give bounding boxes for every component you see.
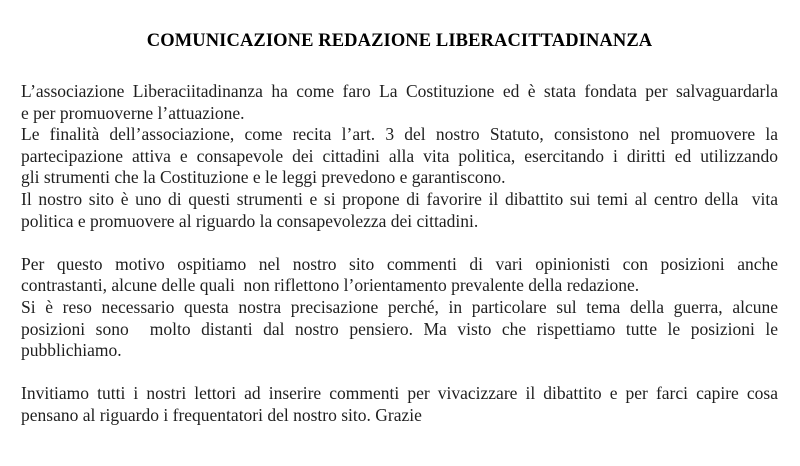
text-line: partecipazione attiva e consapevole dei cittadini alla vita politica, esercitando i diritti ed utilizzando bbox=[21, 145, 778, 166]
text-line: pubblichiamo. bbox=[21, 340, 122, 361]
paragraph bbox=[21, 383, 778, 426]
text-line: Le finalità dell’associazione, come recita l’art. 3 del nostro Statuto, consistono nel promuovere la bbox=[21, 124, 778, 145]
text-line: L’associazione Liberaciitadinanza ha come faro La Costituzione ed è stata fondata per salvaguardarla bbox=[21, 81, 778, 101]
paragraph bbox=[21, 81, 778, 124]
text-line: gli strumenti che la Costituzione e le leggi prevedono e garantiscono. bbox=[21, 167, 506, 188]
paragraph bbox=[21, 124, 778, 189]
paragraph bbox=[21, 297, 778, 362]
document-title: COMUNICAZIONE REDAZIONE LIBERACITTADINANZA bbox=[146, 31, 653, 51]
text-line: Per questo motivo ospitiamo nel nostro sito commenti di vari opinionisti con posizioni anche bbox=[21, 253, 778, 274]
text-line: politica e promuovere al riguardo la consapevolezza dei cittadini. bbox=[21, 210, 479, 231]
text-line: pensano al riguardo i frequentatori del nostro sito. Grazie bbox=[21, 404, 422, 425]
paragraph bbox=[21, 254, 778, 297]
blank-line bbox=[21, 362, 778, 384]
text-line: Il nostro sito è uno di questi strumenti e si propone di favorire il dibattito sui temi al centro della vita bbox=[21, 188, 778, 209]
paragraph bbox=[21, 189, 778, 232]
text-line: Si è reso necessario questa nostra precisazione perché, in particolare sul tema della guerra, alcune bbox=[21, 296, 778, 317]
text-line: posizioni sono molto distanti dal nostro pensiero. Ma visto che rispettiamo tutte le posizioni le bbox=[21, 318, 778, 339]
blank-line bbox=[21, 53, 778, 81]
text-line: Invitiamo tutti i nostri lettori ad inserire commenti per vivacizzare il dibattito e per farci capire cosa bbox=[21, 383, 778, 404]
blank-line bbox=[21, 232, 778, 254]
text-line: e per promuoverne l’attuazione. bbox=[21, 102, 245, 123]
text-line: contrastanti, alcune delle quali non riflettono l’orientamento prevalente della redazione. bbox=[21, 275, 640, 296]
document-page bbox=[21, 0, 778, 427]
